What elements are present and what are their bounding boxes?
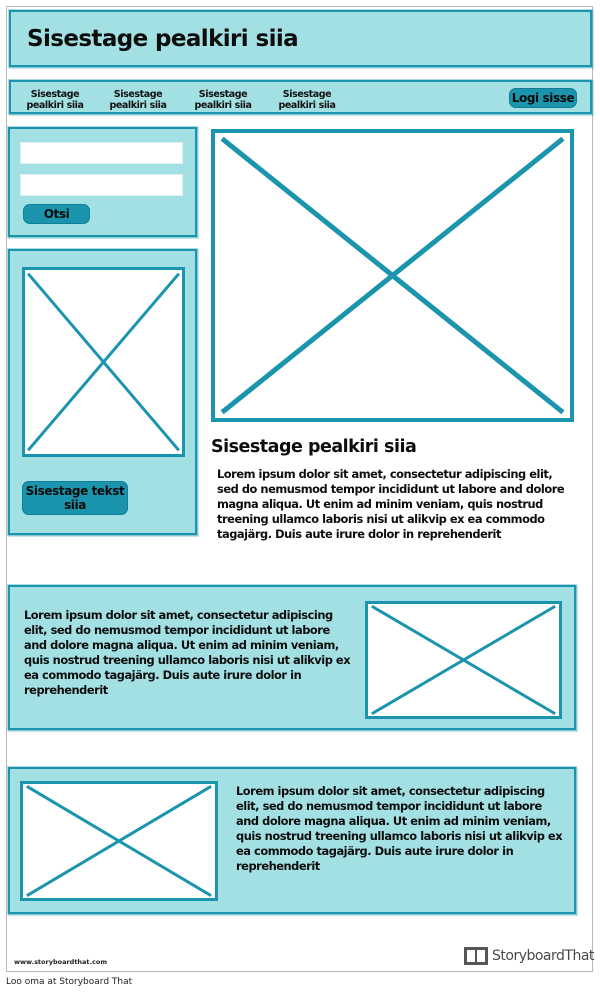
placeholder-cross-icon — [368, 604, 559, 716]
nav-item-4[interactable]: Sisestage pealkiri siia — [278, 89, 336, 111]
search-input-2[interactable] — [20, 174, 183, 196]
placeholder-cross-icon — [215, 133, 570, 418]
placeholder-cross-icon — [23, 784, 215, 898]
footer-caption: Loo oma at Storyboard That — [6, 977, 133, 987]
search-button[interactable]: Otsi — [23, 204, 90, 224]
content-section-1 — [8, 585, 576, 730]
nav-item-1[interactable]: Sisestage pealkiri siia — [26, 89, 84, 111]
header-panel — [9, 10, 592, 67]
nav-item-2[interactable]: Sisestage pealkiri siia — [109, 89, 167, 111]
section1-image-placeholder — [365, 601, 562, 719]
sidebar-panel — [8, 249, 197, 535]
nav-bar — [9, 80, 592, 114]
section1-paragraph: Lorem ipsum dolor sit amet, consectetur adipiscing elit, sed do nemusmod tempor incididunt ut labore and dolore magna aliqua. Ut enim ad minim veniam, quis nostrud treening ullamco laboris nisi ut alikvip ex ea commodo tagajärg. Duis aute irure dolor in reprehenderit — [24, 608, 351, 697]
logo-text: StoryboardThat — [492, 948, 594, 964]
main-paragraph: Lorem ipsum dolor sit amet, consectetur adipiscing elit, sed do nemusmod tempor incididunt ut labore and dolore magna aliqua. Ut enim ad minim veniam, quis nostrud treening ullamco laboris nisi ut alikvip ex ea commodo tagajärg. Duis aute irure dolor in reprehenderit — [217, 467, 565, 541]
sidebar-text-button[interactable]: Sisestage tekst siia — [22, 481, 128, 515]
nav-item-3[interactable]: Sisestage pealkiri siia — [194, 89, 252, 111]
search-input-1[interactable] — [20, 142, 183, 164]
storyboard-logo-icon — [464, 947, 488, 965]
footer-url[interactable]: www.storyboardthat.com — [14, 958, 108, 966]
sidebar-image-placeholder — [22, 267, 185, 457]
login-button[interactable]: Logi sisse — [509, 88, 577, 108]
page-title: Sisestage pealkiri siia — [27, 26, 299, 52]
placeholder-cross-icon — [25, 270, 182, 454]
section2-image-placeholder — [20, 781, 218, 901]
section2-paragraph: Lorem ipsum dolor sit amet, consectetur adipiscing elit, sed do nemusmod tempor incididunt ut labore and dolore magna aliqua. Ut enim ad minim veniam, quis nostrud treening ullamco laboris nisi ut alikvip ex ea commodo tagajärg. Duis aute irure dolor in reprehenderit — [236, 784, 563, 873]
main-image-placeholder — [211, 129, 574, 422]
storyboardthat-logo[interactable] — [464, 945, 594, 967]
content-section-2 — [8, 767, 576, 914]
main-subtitle: Sisestage pealkiri siia — [211, 437, 417, 457]
search-panel — [8, 127, 197, 237]
